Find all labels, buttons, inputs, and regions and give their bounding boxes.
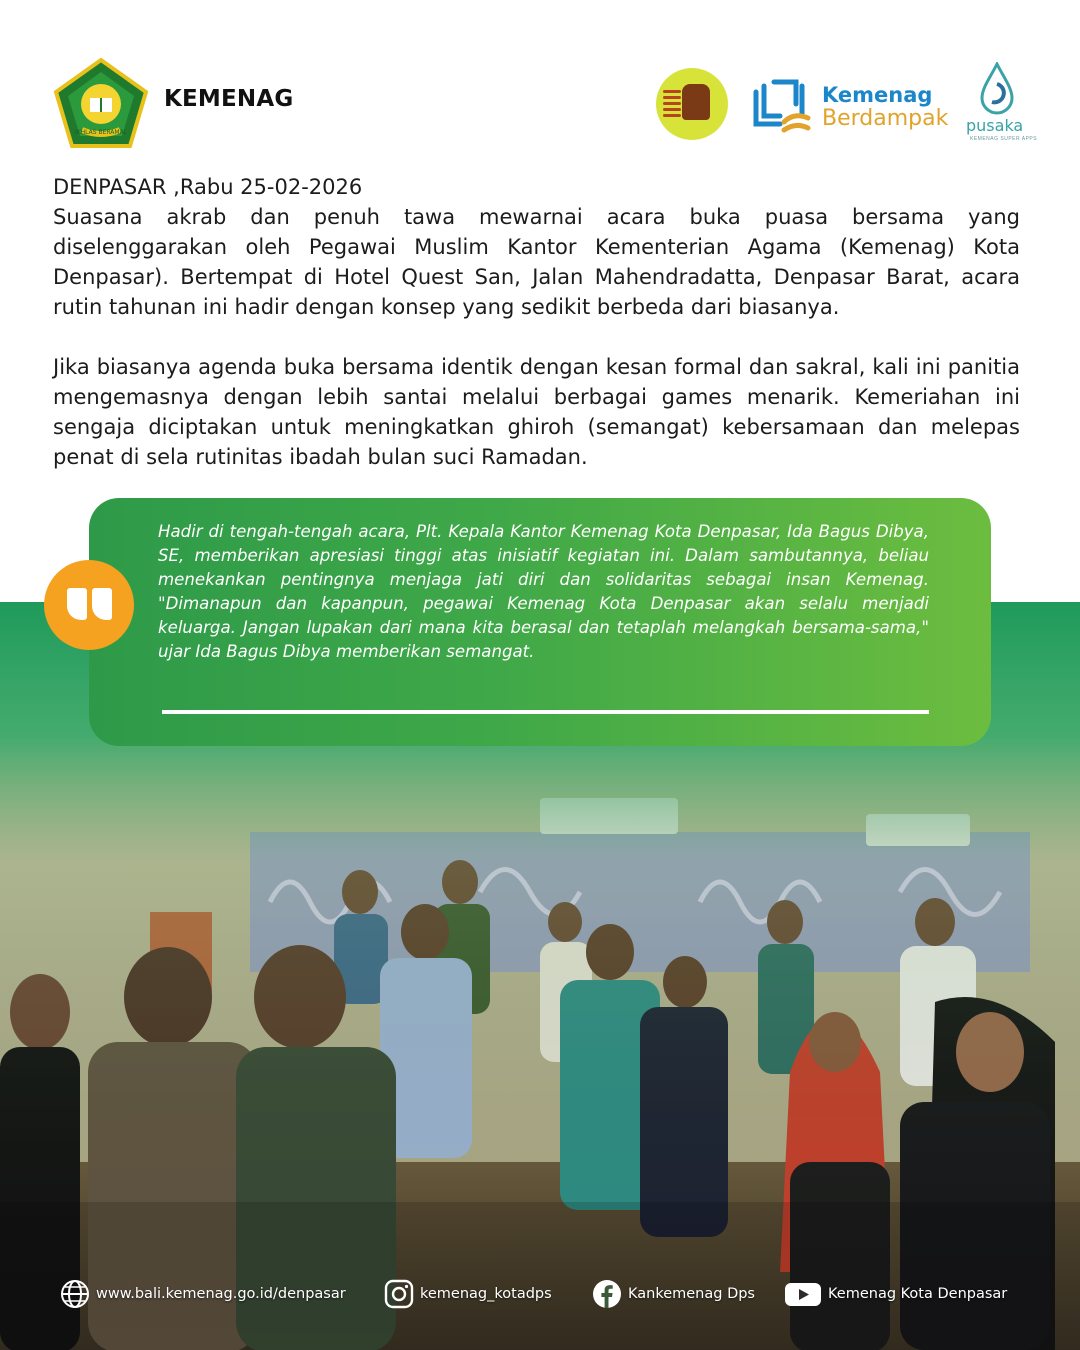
quote-divider bbox=[162, 710, 929, 714]
kemenag-berdampak-icon bbox=[750, 74, 812, 136]
header bbox=[0, 0, 1080, 160]
footer-instagram-link[interactable] bbox=[384, 1278, 552, 1310]
pusaka-name: pusaka bbox=[966, 116, 1024, 135]
berdampak-title-line1: Kemenag bbox=[822, 83, 933, 107]
footer-website-link[interactable] bbox=[60, 1278, 346, 1310]
pusaka-tagline: KEMENAG SUPER APPS bbox=[970, 136, 1038, 142]
quote-marks-icon bbox=[44, 560, 134, 650]
globe-icon bbox=[60, 1279, 90, 1309]
footer-facebook-text: Kankemenag Dps bbox=[628, 1286, 755, 1302]
dateline: DENPASAR ,Rabu 25-02-2026 bbox=[53, 175, 363, 199]
footer-facebook-link[interactable] bbox=[592, 1278, 755, 1310]
quote-text: Hadir di tengah-tengah acara, Plt. Kepala Kantor Kemenag Kota Denpasar, Ida Bagus Dibya, SE, memberikan apresiasi tinggi atas inisiatif kegiatan ini. Dalam sambutannya, beliau menekankan pentingnya menjaga jati diri dan solidaritas sebagai insan Kemenag. "Dimanapun dan kapanpun, pegawai Kemenag Kota Denpasar akan selalu menjadi keluarga. Jangan lupakan dari mana kita berasal dan tetaplah melangkah bersama-sama," ujar Ida Bagus Dibya memberikan semangat. bbox=[158, 522, 929, 661]
footer-instagram-text: kemenag_kotadps bbox=[420, 1286, 552, 1302]
paragraph-1: Suasana akrab dan penuh tawa mewarnai acara buka puasa bersama yang diselenggarakan oleh Pegawai Muslim Kantor Kementerian Agama (Kemenag) Kota Denpasar). Bertempat di Hotel Quest San, Jalan Mahendradatta, Denpasar Barat, acara rutin tahunan ini hadir dengan konsep yang sedikit berbeda dari biasanya. bbox=[53, 205, 1020, 319]
svg-text:IKHLAS BERAMAL: IKHLAS BERAMAL bbox=[74, 129, 128, 136]
paragraph-2: Jika biasanya agenda buka bersama identik dengan kesan formal dan sakral, kali ini panitia mengemasnya dengan lebih santai melalui berbagai games menarik. Kemeriahan ini sengaja diciptakan untuk meningkatkan ghiroh (semangat) kebersamaan dan melepas penat di sela rutinitas ibadah bulan suci Ramadan. bbox=[53, 355, 1020, 469]
youtube-icon bbox=[784, 1279, 822, 1309]
footer-youtube-link[interactable] bbox=[784, 1278, 1007, 1310]
article-body bbox=[53, 172, 1020, 472]
partner-badge-logo bbox=[656, 68, 728, 140]
berdampak-title-line2: Berdampak bbox=[822, 106, 949, 131]
footer-youtube-text: Kemenag Kota Denpasar bbox=[828, 1286, 1008, 1302]
instagram-icon bbox=[384, 1279, 414, 1309]
footer-social-links bbox=[0, 1270, 1080, 1320]
footer-website-text: www.bali.kemenag.go.id/denpasar bbox=[96, 1286, 346, 1302]
pusaka-drop-icon bbox=[978, 62, 1016, 118]
brand-name: KEMENAG bbox=[164, 86, 294, 112]
kemenag-emblem-logo bbox=[52, 58, 150, 148]
facebook-icon bbox=[592, 1279, 622, 1309]
